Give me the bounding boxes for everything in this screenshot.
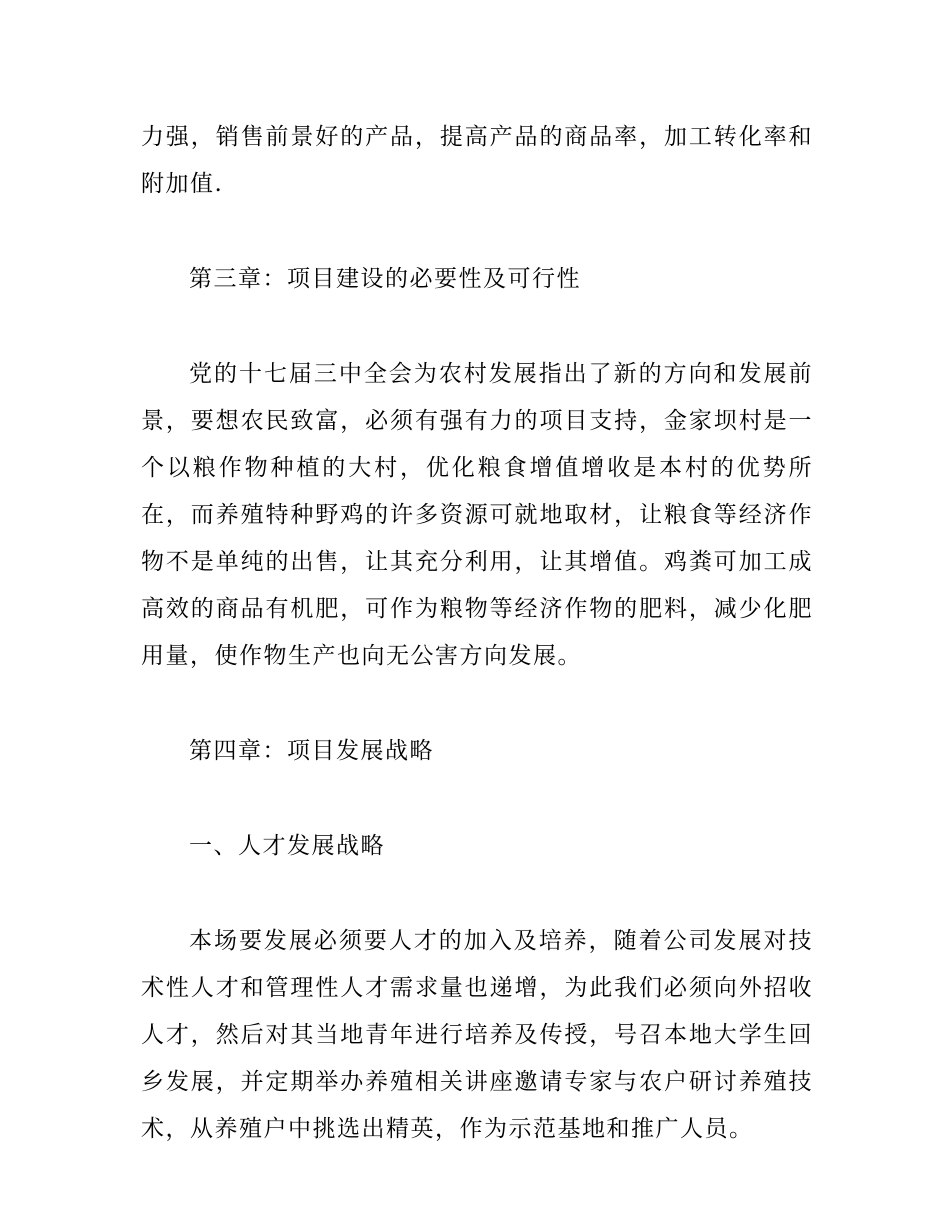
chapter-3-heading: 第三章：项目建设的必要性及可行性 [189,266,581,292]
section-1-heading: 一、人才发展战略 [189,833,385,859]
paragraph-continuation: 力强，销售前景好的产品，提高产品的商品率，加工转化率和附加值. [141,124,813,197]
document-body [141,114,813,1153]
chapter-4-heading: 第四章：项目发展战略 [189,738,434,764]
paragraph-talent-strategy: 本场要发展必须要人才的加入及培养，随着公司发展对技术性人才和管理性人才需求量也递增，为此我们必须向外招收人才，然后对其当地青年进行培养及传授，号召本地大学生回乡发展，并定期举办养殖相关讲座邀请专家与农户研讨养殖技术，从养殖户中挑选出精英，作为示范基地和推广人员。 [141,928,813,1142]
paragraph-necessity: 党的十七届三中全会为农村发展指出了新的方向和发展前景，要想农民致富，必须有强有力的项目支持，金家坝村是一个以粮作物种植的大村，优化粮食增值增收是本村的优势所在，而养殖特种野鸡的许多资源可就地取材，让粮食等经济作物不是单纯的出售，让其充分利用，让其增值。鸡粪可加工成高效的商品有机肥，可作为粮物等经济作物的肥料，减少化肥用量，使作物生产也向无公害方向发展。 [141,361,813,669]
